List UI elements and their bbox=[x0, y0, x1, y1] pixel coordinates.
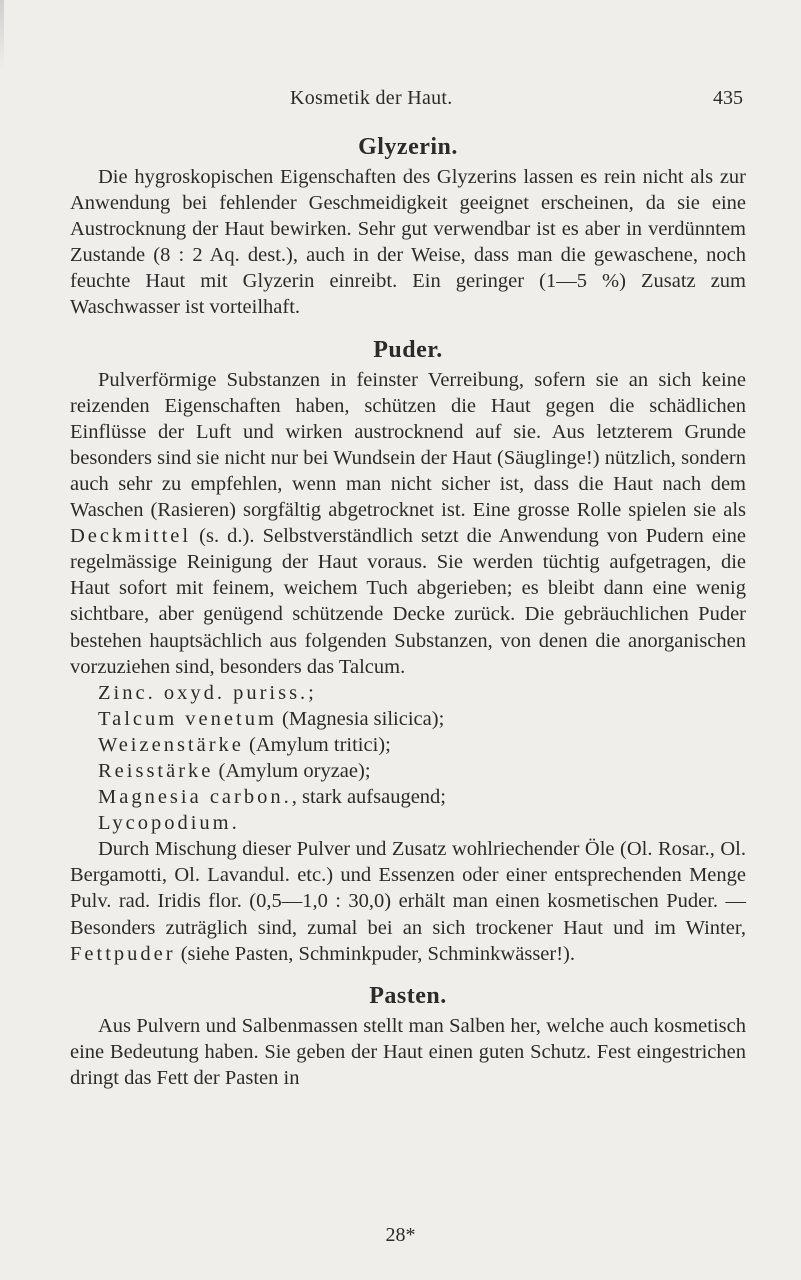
paragraph-text: Durch Mischung dieser Pulver und Zusatz wohlriechender Öle (Ol. Rosar., Ol. Bergamotti, Ol. Lavandul. etc.) und Essenzen oder einer entsprechenden Menge Pulv. rad. Iridis flor. (0,5—1,0 : 30,0) erhält man einen kosmetischen Puder. — Besonders zuträglich sind, zumal bei an sich trockener Haut und im Winter, bbox=[70, 838, 746, 939]
section-title-glyzerin: Glyzerin. bbox=[358, 134, 458, 160]
ingredient-list bbox=[70, 680, 746, 837]
running-title: Kosmetik der Haut. bbox=[290, 87, 453, 109]
paragraph-text: (siehe Pasten, Schminkpuder, Schminkwässer!). bbox=[180, 942, 575, 965]
paragraph-glyzerin: Die hygroskopischen Eigenschaften des Glyzerins lassen es rein nicht als zur Anwendung bei fehlender Geschmeidigkeit geeignet erscheinen, da sie eine Austrocknung der Haut bewirken. Sehr gut verwendbar ist es aber in verdünntem Zustande (8 : 2 Aq. dest.), auch in der Weise, dass man die gewaschene, noch feuchte Haut mit Glyzerin einreibt. Ein geringer (1—5 %) Zusatz zum Waschwasser ist vorteilhaft. bbox=[70, 166, 746, 319]
ingredient-name: Weizenstärke bbox=[98, 733, 244, 756]
emphasis-fettpuder: Fettpuder bbox=[70, 942, 176, 965]
ingredient-name: Zinc. oxyd. puriss. bbox=[98, 681, 309, 704]
page-content bbox=[70, 130, 746, 1091]
page-number: 435 bbox=[713, 87, 743, 109]
section-gap bbox=[70, 321, 746, 333]
ingredient-note: . bbox=[231, 812, 237, 835]
ingredient-note: (Amylum tritici); bbox=[243, 733, 391, 756]
ingredient-item bbox=[70, 784, 746, 810]
ingredient-note: ; bbox=[308, 681, 314, 704]
ingredient-name: Magnesia carbon. bbox=[98, 786, 292, 809]
section-gap bbox=[70, 967, 746, 979]
paragraph-text: Pulverförmige Substanzen in feinster Verreibung, sofern sie an sich keine reizenden Eigenschaften haben, schützen die Haut gegen die schädlichen Einflüsse der Luft und wirken austrocknend auf sie. Aus letzterem Grunde besonders sind sie nicht nur bei Wundsein der Haut (Säuglinge!) nützlich, sondern auch sehr zu empfehlen, wenn man nicht sicher ist, dass die Haut nach dem Waschen (Rasieren) sorgfältig abgetrocknet ist. Eine grosse Rolle spielen sie als bbox=[70, 368, 746, 522]
ingredient-name: Talcum venetum bbox=[98, 707, 277, 730]
section-title-pasten: Pasten. bbox=[369, 982, 447, 1009]
page-edge bbox=[0, 0, 4, 70]
ingredient-item bbox=[70, 732, 746, 758]
paragraph-text: (s. d.). Selbstverständlich setzt die Anwendung von Pudern eine regelmässige Reinigung der Haut voraus. Sie werden tüchtig aufgetragen, die Haut sofort mit feinem, weichem Tuch abgerieben; es bleibt dann eine wenig sichtbare, aber genügend schützende Decke zurück. Die gebräuchlichen Puder bestehen hauptsächlich aus folgenden Substanzen, von denen die anorganischen vorzuziehen sind, besonders das Talcum. bbox=[70, 525, 746, 678]
ingredient-item bbox=[70, 680, 746, 706]
ingredient-item bbox=[70, 810, 746, 836]
ingredient-name: Reisstärke bbox=[98, 759, 214, 782]
emphasis-deckmittel: Deckmittel bbox=[70, 525, 192, 548]
ingredient-name: Lycopodium bbox=[98, 812, 232, 835]
paragraph-puder-2 bbox=[70, 836, 746, 966]
paragraph-pasten: Aus Pulvern und Salbenmassen stellt man Salben her, welche auch kosmetisch eine Bedeutung haben. Sie geben der Haut einen guten Schutz. Fest eingestrichen dringt das Fett der Pasten in bbox=[70, 1014, 746, 1089]
running-head bbox=[0, 87, 801, 117]
signature-mark: 28* bbox=[385, 1224, 416, 1246]
paragraph-puder-1 bbox=[70, 367, 746, 680]
ingredient-note: (Amylum oryzae); bbox=[213, 759, 371, 782]
ingredient-item bbox=[70, 706, 746, 732]
ingredient-note: , stark aufsaugend; bbox=[291, 786, 447, 809]
ingredient-note: (Magnesia silicica); bbox=[276, 707, 445, 730]
ingredient-item bbox=[70, 758, 746, 784]
section-title-puder: Puder. bbox=[373, 336, 443, 363]
